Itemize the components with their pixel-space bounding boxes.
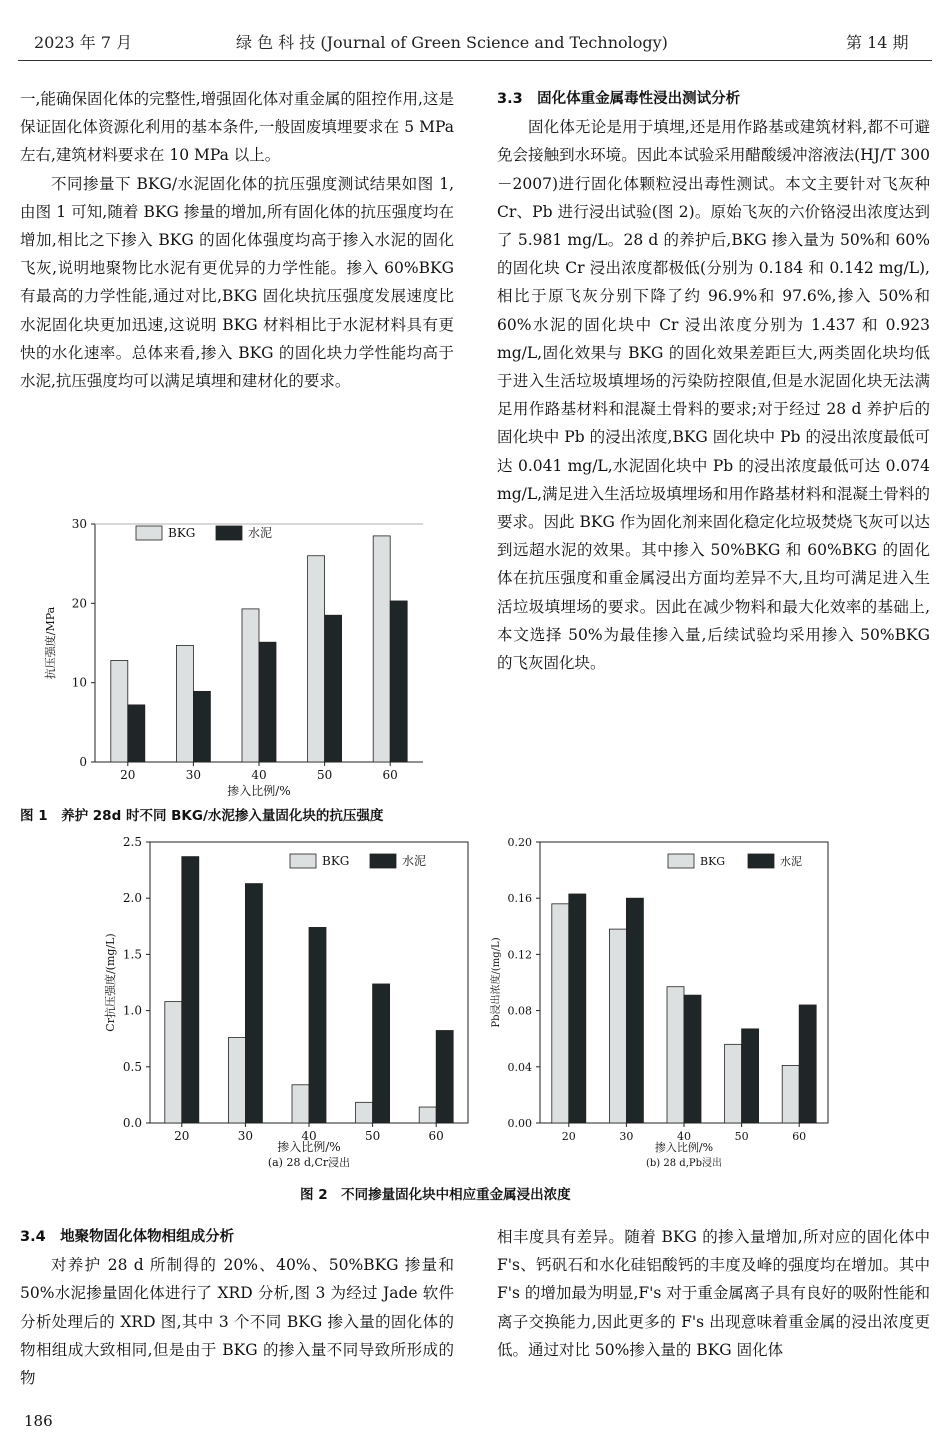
y-tick-label: 20 (71, 596, 87, 611)
bar-cement-40 (309, 927, 326, 1123)
legend-swatch-cement (370, 854, 396, 868)
x-axis-label: 掺入比例/% (277, 1140, 341, 1154)
y-tick-label: 0.04 (507, 1060, 532, 1074)
header-rule (18, 60, 932, 61)
header-journal: 绿 色 科 技 (Journal of Green Science and Technology) (236, 33, 668, 52)
bar-cement-40 (259, 642, 276, 762)
legend-label-bkg: BKG (168, 526, 196, 540)
section-heading-3-4: 3.4 地聚物固化体物相组成分析 (20, 1229, 235, 1245)
x-tick-label: 50 (316, 768, 333, 782)
legend-label-bkg: BKG (322, 854, 350, 868)
bar-bkg-60 (419, 1107, 436, 1123)
figure-1-caption: 图 1 养护 28d 时不同 BKG/水泥掺入量固化块的抗压强度 (20, 808, 384, 824)
y-axis-label: 抗压强度/MPa (44, 606, 57, 680)
y-tick-label: 2.5 (122, 835, 142, 849)
bar-cement-30 (245, 884, 262, 1123)
bar-cement-60 (436, 1030, 453, 1123)
y-tick-label: 2.0 (122, 891, 142, 906)
legend-swatch-cement (216, 526, 242, 540)
bar-cement-50 (742, 1029, 759, 1123)
bar-bkg-30 (609, 929, 626, 1123)
bar-cement-60 (799, 1005, 816, 1123)
y-tick-label: 1.0 (122, 1003, 142, 1018)
x-tick-label: 60 (428, 1129, 444, 1143)
bar-bkg-40 (667, 987, 684, 1123)
bar-cement-60 (390, 601, 407, 762)
x-tick-label: 40 (251, 768, 267, 782)
bar-cement-50 (325, 615, 342, 762)
bar-bkg-60 (373, 536, 390, 762)
bar-bkg-50 (308, 556, 325, 762)
y-axis-label: Pb浸出浓度/(mg/L) (491, 937, 502, 1028)
legend-label-cement: 水泥 (780, 855, 802, 868)
x-tick-label: 30 (619, 1130, 634, 1143)
bar-cement-20 (182, 857, 199, 1123)
bar-cement-50 (373, 984, 390, 1123)
x-axis-label: 掺入比例/% (654, 1141, 714, 1154)
y-tick-label: 0.12 (507, 948, 532, 962)
y-tick-label: 0.0 (122, 1116, 142, 1130)
bar-cement-30 (626, 898, 643, 1123)
section-heading-3-3: 3.3 固化体重金属毒性浸出测试分析 (497, 91, 741, 107)
x-tick-label: 30 (185, 768, 202, 782)
bar-bkg-50 (725, 1044, 742, 1123)
bar-cement-20 (569, 894, 586, 1123)
left-paragraph-2: 不同掺量下 BKG/水泥固化体的抗压强度测试结果如图 1,由图 1 可知,随着 BKG 掺量的增加,所有固化体的抗压强度均在增加,相比之下掺入 BKG 的固化体强度均高于掺入水泥的固化飞灰,说明地聚物比水泥有更优异的力学性能。掺入 60%BKG 有最高的力学性能,通过对比,BKG 固化块抗压强度发展速度比水泥固化块更加迅速,这说明 BKG 材料相比于水泥材料具有更快的水化速率。总体来看,掺入 BKG 的固化块力学性能均高于水泥,抗压强度均可以满足填埋和建材化的要求。 (20, 174, 454, 391)
bottom-right-paragraph: 相丰度具有差异。随着 BKG 的掺入量增加,所对应的固化体中 F's、钙矾石和水化硅铝酸钙的丰度及峰的强度均在增加。其中 F's 的增加最为明显,F's 对于重金属离子具有良好的吸附性能和离子交换能力,因此更多的 F's 出现意味着重金属的浸出浓度更低。通过对比 50%掺入量的 BKG 固化体 (497, 1228, 930, 1359)
x-tick-label: 40 (301, 1129, 317, 1143)
x-tick-label: 20 (561, 1130, 576, 1143)
y-tick-label: 30 (71, 517, 87, 531)
x-tick-label: 50 (734, 1130, 749, 1143)
page-number: 186 (24, 1412, 53, 1430)
bottom-left-column (20, 1223, 454, 1392)
legend-swatch-bkg (136, 526, 162, 540)
y-tick-label: 0 (79, 755, 87, 769)
bar-bkg-30 (176, 645, 193, 762)
legend-label-bkg: BKG (700, 855, 726, 868)
x-tick-label: 20 (120, 768, 136, 782)
figure-1-chart (40, 510, 460, 802)
right-paragraph-1: 固化体无论是用于填埋,还是用作路基或建筑材料,都不可避免会接触到水环境。因此本试验采用醋酸缓冲溶液法(HJ/T 300－2007)进行固化体颗粒浸出毒性测试。本文主要针对飞灰种 Cr、Pb 进行浸出试验(图 2)。原始飞灰的六价铬浸出浓度达到了 5.981 mg/L。28 d 的养护后,BKG 掺入量为 50%和 60%的固化块 Cr 浸出浓度都极低(分别为 0.184 和 0.142 mg/L),相比于原飞灰分别下降了约 96.9%和 97.6%,掺入 50%和 60%水泥的固化块中 Cr 浸出浓度分别为 1.437 和 0.923 mg/L,固化效果与 BKG 的固化效果差距巨大,两类固化块均低于进入生活垃圾填埋场的污染防控限值,但是水泥固化块无法满足用作路基材料和混凝土骨料的要求;对于经过 28 d 养护后的固化块中 Pb 的浸出浓度,BKG 固化块中 Pb 的浸出浓度最低可达 0.041 mg/L,水泥固化块中 Pb 的浸出浓度最低可达 0.074 mg/L,满足进入生活垃圾填埋场和用作路基材料和混凝土骨料的要求。因此 BKG 作为固化剂来固化稳定化垃圾焚烧飞灰可以达到远超水泥的效果。其中掺入 50%BKG 和 60%BKG 的固化体在抗压强度和重金属浸出方面均差异不大,且均可满足进入生活垃圾填埋场的要求。因此在减少物料和最大化效率的基础上,本文选择 50%为最佳掺入量,后续试验均采用掺入 50%BKG 的飞灰固化块。 (497, 118, 930, 673)
bar-bkg-30 (228, 1038, 245, 1123)
bar-bkg-60 (782, 1065, 799, 1123)
right-column (497, 85, 930, 677)
figure-2a-chart (100, 828, 500, 1180)
y-tick-label: 0.5 (122, 1059, 142, 1074)
left-column (20, 85, 454, 395)
legend-label-cement: 水泥 (248, 526, 273, 540)
bar-cement-20 (128, 705, 145, 762)
bar-bkg-50 (356, 1102, 373, 1123)
bottom-right-column (497, 1223, 930, 1364)
y-tick-label: 1.5 (122, 947, 142, 962)
y-tick-label: 10 (71, 675, 87, 690)
header-issue: 第 14 期 (846, 33, 909, 52)
legend-swatch-bkg (290, 854, 316, 868)
bar-bkg-20 (552, 904, 569, 1123)
y-tick-label: 0.08 (507, 1004, 532, 1018)
x-tick-label: 40 (677, 1130, 691, 1143)
y-tick-label: 0.16 (507, 892, 532, 906)
legend-label-cement: 水泥 (402, 854, 427, 868)
chart-subcaption: (a) 28 d,Cr浸出 (267, 1156, 351, 1169)
legend-swatch-bkg (668, 854, 694, 868)
x-tick-label: 60 (382, 768, 398, 782)
bottom-left-paragraph: 对养护 28 d 所制得的 20%、40%、50%BKG 掺量和 50%水泥掺量固化体进行了 XRD 分析,图 3 为经过 Jade 软件分析处理后的 XRD 图,其中 3 个不同 BKG 掺入量的固化体的物相组成大致相同,但是由于 BKG 的掺入量不同导致所形成的物 (20, 1256, 454, 1388)
bar-cement-30 (193, 691, 210, 762)
figure-2-caption: 图 2 不同掺量固化块中相应重金属浸出浓度 (300, 1187, 571, 1203)
x-tick-label: 20 (174, 1129, 190, 1143)
header-date: 2023 年 7 月 (34, 33, 133, 52)
bar-bkg-20 (111, 660, 128, 762)
y-axis-label: Cr抗压强度/(mg/L) (104, 933, 117, 1032)
bar-bkg-40 (292, 1085, 309, 1123)
x-axis-label: 掺入比例/% (227, 784, 291, 798)
bar-bkg-40 (242, 609, 259, 762)
left-paragraph-1: 一,能确保固化体的完整性,增强固化体对重金属的阻控作用,这是保证固化体资源化利用的基本条件,一般固废填埋要求在 5 MPa 左右,建筑材料要求在 10 MPa 以上。 (20, 90, 454, 165)
x-tick-label: 50 (364, 1129, 381, 1143)
x-tick-label: 60 (792, 1130, 807, 1143)
bar-bkg-20 (165, 1002, 182, 1123)
y-tick-label: 0.20 (507, 836, 532, 849)
y-tick-label: 0.00 (507, 1117, 532, 1130)
x-tick-label: 30 (237, 1129, 254, 1143)
legend-swatch-cement (748, 854, 774, 868)
figure-2b-chart (485, 828, 845, 1180)
chart-subcaption: (b) 28 d,Pb浸出 (646, 1158, 722, 1169)
bar-cement-40 (684, 995, 701, 1123)
